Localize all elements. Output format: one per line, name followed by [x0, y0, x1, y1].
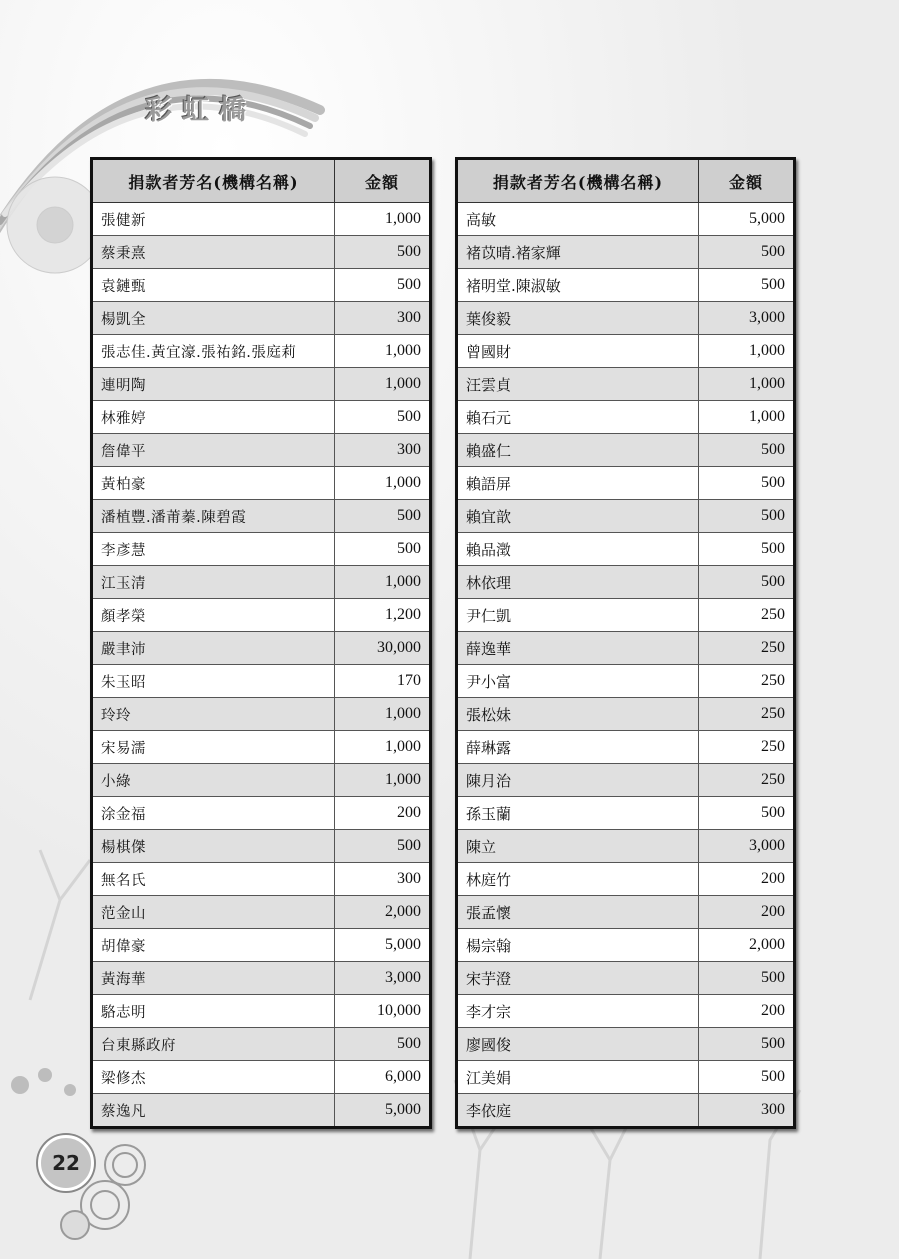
donation-amount: 500: [335, 269, 431, 302]
table-row: [457, 236, 795, 269]
donation-amount: 500: [699, 269, 795, 302]
table-row: [92, 368, 431, 401]
table-row: [457, 1094, 795, 1128]
donation-amount: 1,000: [699, 401, 795, 434]
donor-name: 范金山: [92, 896, 335, 929]
donor-name: 陳月治: [457, 764, 699, 797]
donation-amount: 200: [699, 863, 795, 896]
donation-amount: 500: [335, 533, 431, 566]
table-row: [92, 929, 431, 962]
donation-amount: 1,000: [335, 203, 431, 236]
table-row: [92, 863, 431, 896]
donor-name: 嚴聿沛: [92, 632, 335, 665]
donation-amount: 5,000: [699, 203, 795, 236]
donation-amount: 500: [335, 830, 431, 863]
table-row: [457, 401, 795, 434]
table-row: [92, 203, 431, 236]
table-row: [457, 368, 795, 401]
donor-name: 宋易濡: [92, 731, 335, 764]
table-row: [92, 236, 431, 269]
donor-name: 顏孝榮: [92, 599, 335, 632]
table-row: [92, 1061, 431, 1094]
table-row: [457, 830, 795, 863]
donor-name: 尹仁凱: [457, 599, 699, 632]
donation-amount: 1,000: [335, 467, 431, 500]
donor-name: 無名氏: [92, 863, 335, 896]
table-row: [457, 962, 795, 995]
donation-amount: 3,000: [335, 962, 431, 995]
donation-amount: 300: [335, 434, 431, 467]
donation-amount: 30,000: [335, 632, 431, 665]
donation-amount: 1,000: [335, 566, 431, 599]
donation-amount: 1,000: [335, 335, 431, 368]
donation-amount: 250: [699, 632, 795, 665]
donation-amount: 500: [699, 1061, 795, 1094]
donor-name: 詹偉平: [92, 434, 335, 467]
table-row: [92, 698, 431, 731]
donor-name: 蔡逸凡: [92, 1094, 335, 1128]
donor-name: 曾國財: [457, 335, 699, 368]
donor-name: 李依庭: [457, 1094, 699, 1128]
table-row: [457, 599, 795, 632]
table-row: [92, 269, 431, 302]
donor-name: 江美娟: [457, 1061, 699, 1094]
donor-name: 林庭竹: [457, 863, 699, 896]
donor-name: 梁修杰: [92, 1061, 335, 1094]
donor-name: 宋芋澄: [457, 962, 699, 995]
donation-amount: 500: [699, 533, 795, 566]
donation-amount: 3,000: [699, 302, 795, 335]
donor-name: 林依理: [457, 566, 699, 599]
section-title: 彩虹橋: [145, 95, 256, 126]
table-row: [92, 665, 431, 698]
donation-amount: 500: [699, 434, 795, 467]
table-row: [457, 797, 795, 830]
donation-amount: 300: [335, 302, 431, 335]
table-row: [457, 269, 795, 302]
donation-amount: 170: [335, 665, 431, 698]
table-row: [457, 533, 795, 566]
donor-name: 駱志明: [92, 995, 335, 1028]
donation-amount: 5,000: [335, 1094, 431, 1128]
donor-name: 廖國俊: [457, 1028, 699, 1061]
column-header-amount: 金額: [699, 159, 795, 203]
table-row: [457, 698, 795, 731]
donor-name: 賴盛仁: [457, 434, 699, 467]
donor-name: 薛逸華: [457, 632, 699, 665]
donor-name: 袁鏈甄: [92, 269, 335, 302]
donor-name: 葉俊毅: [457, 302, 699, 335]
donor-name: 汪雲貞: [457, 368, 699, 401]
donation-amount: 500: [335, 1028, 431, 1061]
table-header-row: [457, 159, 795, 203]
donor-name: 潘植豐.潘莆蓁.陳碧霞: [92, 500, 335, 533]
donor-name: 張孟懷: [457, 896, 699, 929]
donor-name: 涂金福: [92, 797, 335, 830]
table-row: [92, 302, 431, 335]
table-row: [457, 434, 795, 467]
donor-name: 張志佳.黃宜濠.張祐銘.張庭莉: [92, 335, 335, 368]
donation-amount: 300: [699, 1094, 795, 1128]
donation-amount: 200: [699, 896, 795, 929]
donor-name: 賴宜歆: [457, 500, 699, 533]
donor-name: 楊棋傑: [92, 830, 335, 863]
table-row: [92, 1094, 431, 1128]
table-row: [92, 764, 431, 797]
column-header-name: 捐款者芳名(機構名稱): [92, 159, 335, 203]
donor-name: 黃柏豪: [92, 467, 335, 500]
donation-amount: 1,000: [335, 764, 431, 797]
donation-amount: 300: [335, 863, 431, 896]
table-row: [92, 797, 431, 830]
donor-name: 李才宗: [457, 995, 699, 1028]
donor-name: 陳立: [457, 830, 699, 863]
donor-table-right: [455, 157, 796, 1129]
donation-amount: 250: [699, 764, 795, 797]
donor-name: 蔡秉熹: [92, 236, 335, 269]
table-row: [92, 1028, 431, 1061]
donation-amount: 1,000: [335, 368, 431, 401]
donation-amount: 2,000: [699, 929, 795, 962]
donor-name: 朱玉昭: [92, 665, 335, 698]
donation-amount: 6,000: [335, 1061, 431, 1094]
donation-amount: 500: [699, 500, 795, 533]
table-row: [457, 467, 795, 500]
table-row: [92, 599, 431, 632]
donation-amount: 500: [335, 500, 431, 533]
table-row: [457, 863, 795, 896]
donor-name: 薛琳露: [457, 731, 699, 764]
table-row: [457, 731, 795, 764]
donation-amount: 500: [699, 236, 795, 269]
page-number: 22: [38, 1135, 94, 1191]
donation-amount: 200: [699, 995, 795, 1028]
table-row: [92, 632, 431, 665]
table-row: [457, 632, 795, 665]
donation-amount: 10,000: [335, 995, 431, 1028]
donor-name: 楊凱全: [92, 302, 335, 335]
donation-amount: 1,000: [699, 368, 795, 401]
table-row: [92, 500, 431, 533]
donation-amount: 500: [699, 566, 795, 599]
donation-amount: 250: [699, 731, 795, 764]
donation-amount: 500: [699, 962, 795, 995]
table-row: [457, 566, 795, 599]
table-row: [457, 1028, 795, 1061]
table-row: [457, 995, 795, 1028]
donation-amount: 250: [699, 665, 795, 698]
donation-amount: 500: [335, 401, 431, 434]
table-row: [92, 995, 431, 1028]
table-row: [92, 830, 431, 863]
donor-table-left: [90, 157, 432, 1129]
table-row: [457, 764, 795, 797]
donor-name: 李彥慧: [92, 533, 335, 566]
table-row: [457, 665, 795, 698]
table-header-row: [92, 159, 431, 203]
donor-name: 張健新: [92, 203, 335, 236]
donor-name: 張松妹: [457, 698, 699, 731]
table-row: [457, 335, 795, 368]
donation-amount: 1,200: [335, 599, 431, 632]
donor-name: 賴語屏: [457, 467, 699, 500]
table-row: [457, 302, 795, 335]
table-row: [92, 467, 431, 500]
donation-amount: 500: [699, 1028, 795, 1061]
donation-amount: 1,000: [335, 731, 431, 764]
donation-amount: 500: [699, 467, 795, 500]
donor-name: 高敏: [457, 203, 699, 236]
table-row: [457, 203, 795, 236]
table-row: [457, 896, 795, 929]
column-header-amount: 金額: [335, 159, 431, 203]
donor-name: 尹小富: [457, 665, 699, 698]
donor-name: 江玉清: [92, 566, 335, 599]
donor-name: 賴品澂: [457, 533, 699, 566]
table-row: [457, 929, 795, 962]
table-row: [92, 896, 431, 929]
donation-amount: 500: [699, 797, 795, 830]
donor-name: 小綠: [92, 764, 335, 797]
donor-name: 胡偉豪: [92, 929, 335, 962]
table-row: [92, 434, 431, 467]
donor-name: 黃海華: [92, 962, 335, 995]
donation-amount: 250: [699, 599, 795, 632]
donor-name: 賴石元: [457, 401, 699, 434]
donor-name: 連明陶: [92, 368, 335, 401]
donor-name: 林雅婷: [92, 401, 335, 434]
donor-name: 褚明堂.陳淑敏: [457, 269, 699, 302]
column-header-name: 捐款者芳名(機構名稱): [457, 159, 699, 203]
donation-amount: 1,000: [335, 698, 431, 731]
table-row: [92, 566, 431, 599]
table-row: [457, 500, 795, 533]
table-row: [92, 533, 431, 566]
donor-name: 楊宗翰: [457, 929, 699, 962]
table-row: [92, 962, 431, 995]
donor-table-right-body: [457, 203, 795, 1128]
donor-name: 台東縣政府: [92, 1028, 335, 1061]
donation-amount: 3,000: [699, 830, 795, 863]
donation-amount: 5,000: [335, 929, 431, 962]
donation-amount: 250: [699, 698, 795, 731]
table-row: [92, 335, 431, 368]
table-row: [457, 1061, 795, 1094]
donor-table-left-body: [92, 203, 431, 1128]
donation-amount: 2,000: [335, 896, 431, 929]
table-row: [92, 401, 431, 434]
table-row: [92, 731, 431, 764]
donation-amount: 1,000: [699, 335, 795, 368]
donor-name: 褚苡晴.褚家輝: [457, 236, 699, 269]
donation-amount: 500: [335, 236, 431, 269]
donor-name: 玲玲: [92, 698, 335, 731]
donation-amount: 200: [335, 797, 431, 830]
donor-name: 孫玉蘭: [457, 797, 699, 830]
